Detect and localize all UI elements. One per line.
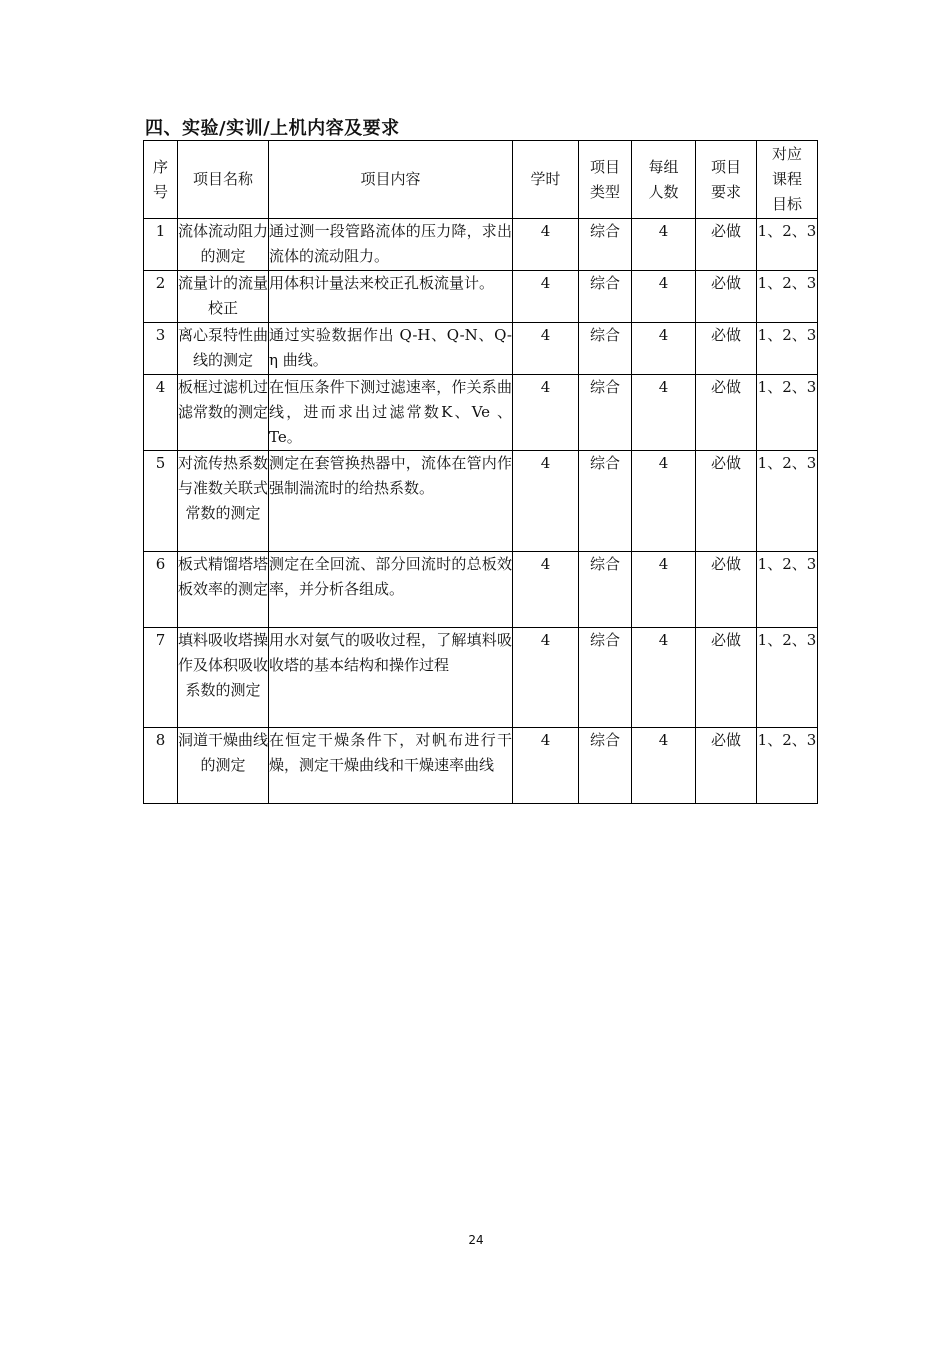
header-content: 项目内容 xyxy=(269,141,513,219)
row-name: 填料吸收塔操作及体积吸收系数的测定 xyxy=(178,628,269,728)
row-name: 洞道干燥曲线的测定 xyxy=(178,728,269,804)
row-group: 4 xyxy=(632,728,696,804)
row-name: 板框过滤机过滤常数的测定 xyxy=(178,375,269,451)
table-row xyxy=(144,375,818,451)
row-hours: 4 xyxy=(513,219,579,271)
header-group: 每组人数 xyxy=(632,141,696,219)
row-content: 在恒定干燥条件下，对帆布进行干燥，测定干燥曲线和干燥速率曲线 xyxy=(269,728,513,804)
row-group: 4 xyxy=(632,323,696,375)
row-type: 综合 xyxy=(579,271,632,323)
row-name: 对流传热系数与准数关联式常数的测定 xyxy=(178,451,269,552)
row-type: 综合 xyxy=(579,552,632,628)
row-content: 测定在全回流、部分回流时的总板效率，并分析各组成。 xyxy=(269,552,513,628)
row-requirement: 必做 xyxy=(696,552,757,628)
row-no: 5 xyxy=(144,451,178,552)
row-type: 综合 xyxy=(579,451,632,552)
row-content: 用体积计量法来校正孔板流量计。 xyxy=(269,271,513,323)
row-type: 综合 xyxy=(579,628,632,728)
row-name: 离心泵特性曲线的测定 xyxy=(178,323,269,375)
row-content: 通过实验数据作出 Q-H、Q-N、Q-η 曲线。 xyxy=(269,323,513,375)
row-requirement: 必做 xyxy=(696,628,757,728)
row-hours: 4 xyxy=(513,451,579,552)
experiment-table xyxy=(143,140,818,804)
table-row xyxy=(144,271,818,323)
row-type: 综合 xyxy=(579,728,632,804)
row-requirement: 必做 xyxy=(696,728,757,804)
row-no: 6 xyxy=(144,552,178,628)
header-hours: 学时 xyxy=(513,141,579,219)
row-group: 4 xyxy=(632,552,696,628)
row-no: 1 xyxy=(144,219,178,271)
row-hours: 4 xyxy=(513,271,579,323)
row-name: 流体流动阻力的测定 xyxy=(178,219,269,271)
header-name: 项目名称 xyxy=(178,141,269,219)
row-group: 4 xyxy=(632,219,696,271)
row-hours: 4 xyxy=(513,323,579,375)
row-goal: 1、2、3 xyxy=(757,628,818,728)
row-goal: 1、2、3 xyxy=(757,552,818,628)
table-row xyxy=(144,451,818,552)
row-no: 3 xyxy=(144,323,178,375)
row-goal: 1、2、3 xyxy=(757,728,818,804)
row-requirement: 必做 xyxy=(696,219,757,271)
page-number: 24 xyxy=(468,1233,484,1247)
table-row xyxy=(144,219,818,271)
row-group: 4 xyxy=(632,451,696,552)
row-name: 板式精馏塔塔板效率的测定 xyxy=(178,552,269,628)
row-type: 综合 xyxy=(579,323,632,375)
row-content: 通过测一段管路流体的压力降，求出流体的流动阻力。 xyxy=(269,219,513,271)
row-hours: 4 xyxy=(513,552,579,628)
header-no: 序号 xyxy=(144,141,178,219)
row-name: 流量计的流量校正 xyxy=(178,271,269,323)
row-goal: 1、2、3 xyxy=(757,219,818,271)
header-requirement: 项目要求 xyxy=(696,141,757,219)
row-group: 4 xyxy=(632,271,696,323)
table-row xyxy=(144,552,818,628)
row-requirement: 必做 xyxy=(696,271,757,323)
table-row xyxy=(144,728,818,804)
row-group: 4 xyxy=(632,375,696,451)
row-content: 用水对氨气的吸收过程，了解填料吸收塔的基本结构和操作过程 xyxy=(269,628,513,728)
row-hours: 4 xyxy=(513,375,579,451)
row-requirement: 必做 xyxy=(696,375,757,451)
table-row xyxy=(144,323,818,375)
row-type: 综合 xyxy=(579,219,632,271)
row-content: 在恒压条件下测过滤速率，作关系曲线，进而求出过滤常数K、Ve 、Te。 xyxy=(269,375,513,451)
row-goal: 1、2、3 xyxy=(757,451,818,552)
row-no: 8 xyxy=(144,728,178,804)
row-goal: 1、2、3 xyxy=(757,375,818,451)
row-group: 4 xyxy=(632,628,696,728)
row-content: 测定在套管换热器中，流体在管内作强制湍流时的给热系数。 xyxy=(269,451,513,552)
row-no: 2 xyxy=(144,271,178,323)
row-goal: 1、2、3 xyxy=(757,271,818,323)
section-title: 四、实验/实训/上机内容及要求 xyxy=(145,118,400,139)
row-type: 综合 xyxy=(579,375,632,451)
table-row xyxy=(144,628,818,728)
table-header-row xyxy=(144,141,818,219)
row-requirement: 必做 xyxy=(696,323,757,375)
header-goal: 对应课程目标 xyxy=(757,141,818,219)
row-no: 4 xyxy=(144,375,178,451)
row-requirement: 必做 xyxy=(696,451,757,552)
row-goal: 1、2、3 xyxy=(757,323,818,375)
row-hours: 4 xyxy=(513,728,579,804)
header-type: 项目类型 xyxy=(579,141,632,219)
row-no: 7 xyxy=(144,628,178,728)
row-hours: 4 xyxy=(513,628,579,728)
